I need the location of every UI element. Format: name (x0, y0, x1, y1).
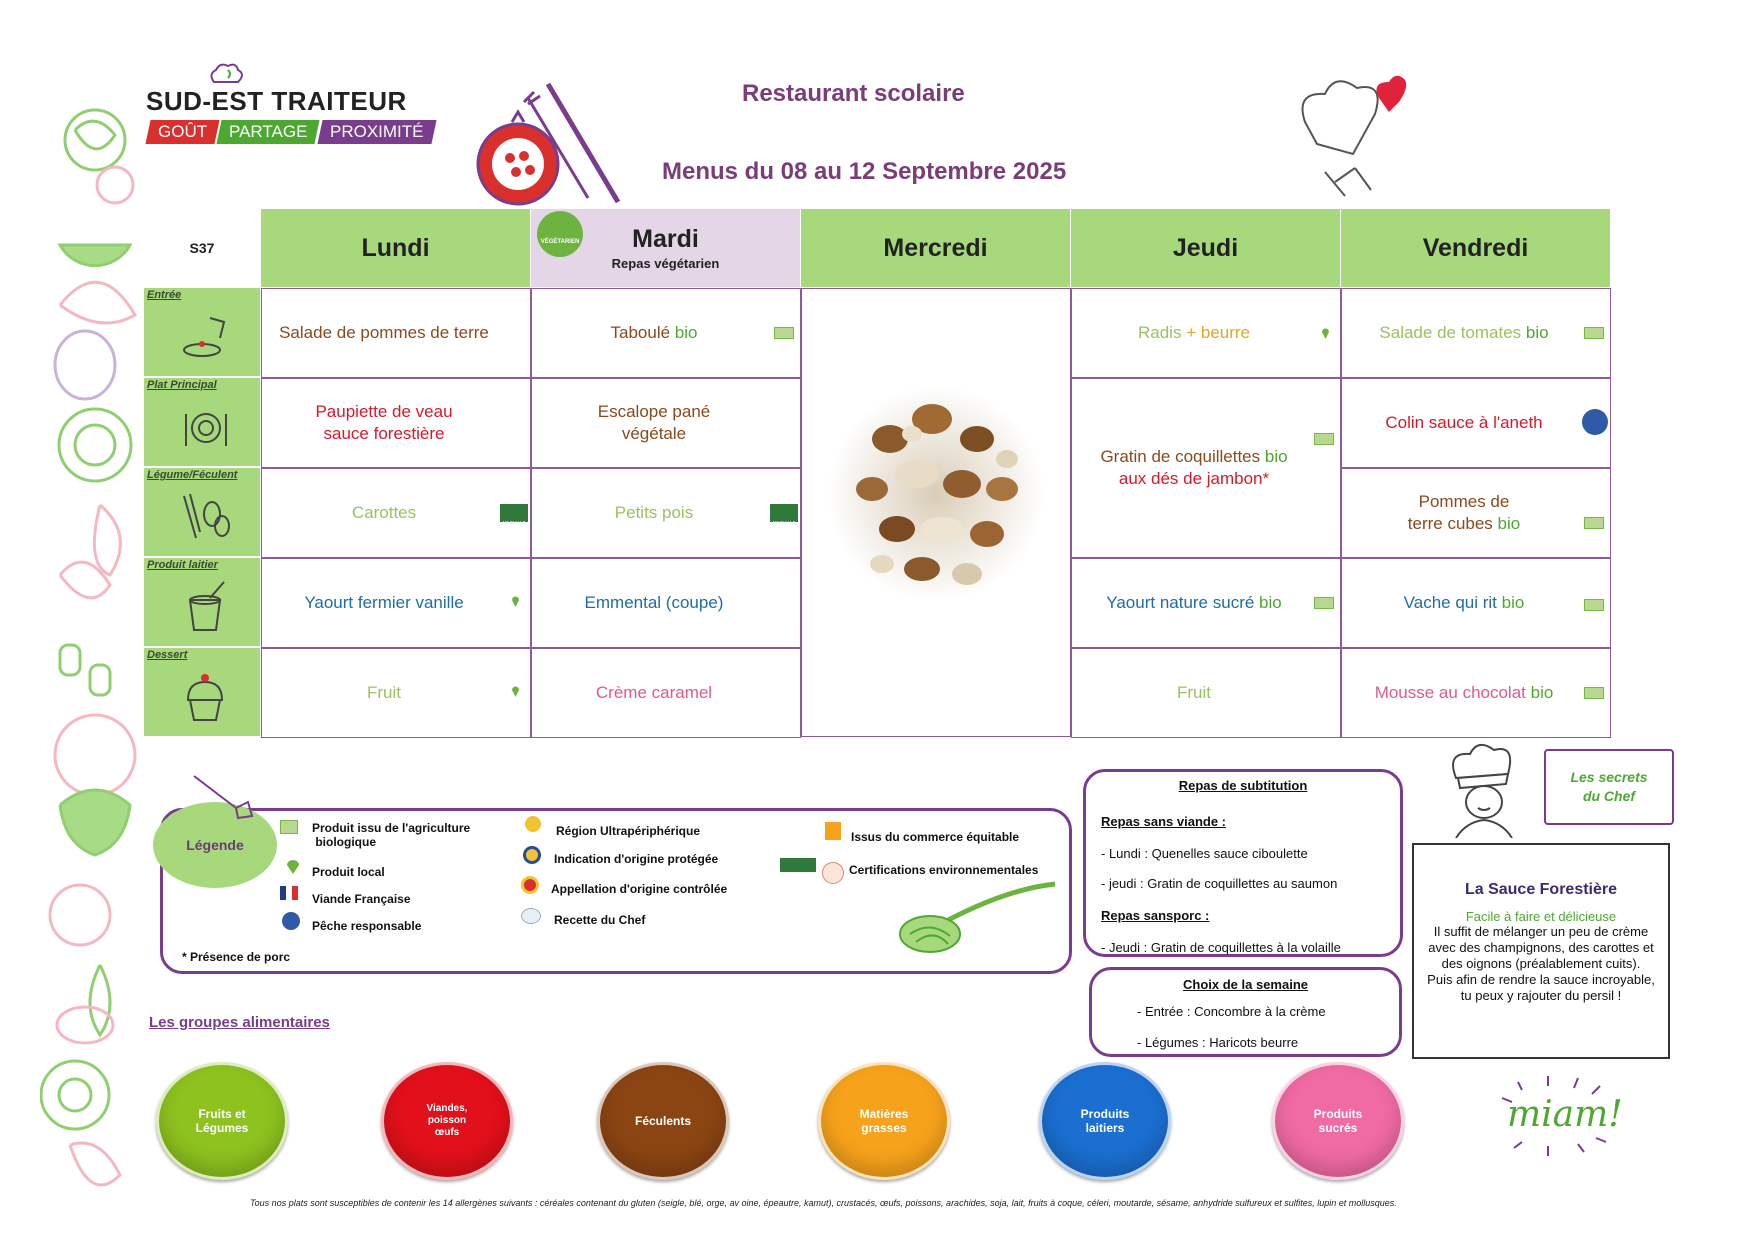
no-meat-thursday: - jeudi : Gratin de coquillettes au saumon (1101, 876, 1338, 891)
salad-plate-icon (180, 308, 230, 364)
food-group-produits-laitiers: Produits laitiers (1039, 1062, 1171, 1180)
recipe-subtitle: Facile à faire et délicieuse (1465, 909, 1617, 924)
pork-presence-note: * Présence de porc (182, 950, 291, 964)
allergens-notice: Tous nos plats sont susceptibles de contenir les 14 allergènes suivants : céréales contenant du gluten (seigle, blé, orge, av oine, épeautre, kamut), crustacés, œufs, poissons, arachides, soja, lait, fruits à coque, céleri, moutarde, sésame, anhydride sulfureux et sulfites, lupin et mollusques. (250, 1198, 1397, 1208)
legend-local: Produit local (312, 865, 385, 879)
legend-env-certifications: Certifications environnementales (849, 863, 1039, 877)
legend-aoc: Appellation d'origine contrôlée (551, 882, 728, 896)
recipe-text-1: Il suffit de mélanger un peu de crème avec des champignons, des carottes et des oignons (préalablement cuits). (1428, 924, 1654, 971)
local-product-icon (511, 685, 520, 697)
vendredi-dessert: Mousse au chocolat bio (1341, 648, 1611, 738)
legend-igp: Indication d'origine protégée (554, 852, 719, 866)
organic-label-icon (1314, 433, 1334, 445)
vendredi-entree: Salade de tomates bio (1341, 288, 1611, 378)
mardi-entree: Taboulé bio (531, 288, 801, 378)
food-group-fruits-legumes: Fruits et Légumes (156, 1062, 288, 1180)
mardi-plat: Escalope pané végétale (531, 378, 801, 468)
ecolabel-icon (780, 858, 816, 872)
lundi-dessert: Fruit (261, 648, 531, 738)
vegetarian-badge-icon: VÉGÉTARIEN (537, 211, 583, 257)
lundi-legume: Carottes L'ÉCOLABEL NIVEAU 2 (261, 468, 531, 558)
organic-label-icon (1584, 687, 1604, 699)
category-dessert: Dessert (144, 648, 260, 737)
organic-label-icon (1584, 327, 1604, 339)
jeudi-dessert: Fruit (1071, 648, 1341, 738)
fork-pasta-icon (890, 880, 1060, 960)
food-group-feculents: Féculents (597, 1062, 729, 1180)
miam-text: miam! (1507, 1094, 1623, 1135)
lundi-entree: Salade de pommes de terre (261, 288, 531, 378)
logo-tag-partage: PARTAGE (217, 120, 321, 144)
legend-fishing: Pêche responsable (312, 919, 422, 933)
jeudi-entree: Radis + beurre (1071, 288, 1341, 378)
food-group-produits-sucres: Produits sucrés (1272, 1062, 1404, 1180)
lundi-laitier: Yaourt fermier vanille (261, 558, 531, 648)
mushrooms-photo (802, 289, 1070, 736)
category-plat-principal: Plat Principal (144, 378, 260, 467)
chef-hat-icon (206, 62, 246, 86)
mercredi-cell (801, 288, 1071, 737)
recipe-text-2: Puis afin de rendre la sauce incroyable, tu peux y rajouter du persil ! (1427, 972, 1655, 1003)
ultraperipheral-region-icon (525, 816, 541, 832)
chef-character-icon (1436, 738, 1546, 838)
mardi-laitier: Emmental (coupe) (531, 558, 801, 648)
lundi-plat: Paupiette de veau sauce forestière (261, 378, 531, 468)
vendredi-legume: Pommes de terre cubes bio (1341, 468, 1611, 558)
local-product-icon (1321, 327, 1330, 339)
fountain-pen-icon (190, 772, 260, 822)
day-header-lundi: Lundi (261, 209, 531, 287)
food-groups-title: Les groupes alimentaires (149, 1014, 330, 1031)
responsible-fishing-icon (282, 912, 300, 930)
recipe-title: La Sauce Forestière (1464, 881, 1618, 898)
environmental-certification-icon (822, 862, 844, 884)
aoc-icon (521, 876, 539, 894)
chef-hat-heart-icon (1295, 72, 1415, 202)
no-meat-heading: Repas sans viande : (1101, 814, 1226, 829)
organic-label-icon (1584, 517, 1604, 529)
ecolabel-icon: L'ÉCOLABEL NIVEAU 2 (769, 499, 800, 527)
logo-tag-gout: GOÛT (145, 120, 219, 144)
responsible-fishing-icon (1582, 409, 1608, 435)
day-header-mercredi: Mercredi (801, 209, 1071, 287)
weekly-choice-title: Choix de la semaine (1183, 977, 1308, 992)
organic-label-icon (1584, 599, 1604, 611)
organic-label-icon (774, 327, 794, 339)
food-group-viandes: Viandes, poisson œufs (381, 1062, 513, 1180)
chef-recipe-icon (521, 908, 541, 924)
vegetables-icon (180, 488, 230, 544)
weekly-choice-starter: - Entrée : Concombre à la crème (1137, 1004, 1326, 1019)
chef-secrets-tag: Les secrets du Chef (1544, 749, 1674, 825)
day-header-jeudi: Jeudi (1071, 209, 1341, 287)
legend-rup: Région Ultrapériphérique (556, 824, 701, 838)
mardi-dessert: Crème caramel (531, 648, 801, 738)
day-note-vegetarian: Repas végétarien (611, 256, 720, 271)
menu-dates-title: Menus du 08 au 12 Septembre 2025 (662, 158, 1067, 185)
category-produit-laitier: Produit laitier (144, 558, 260, 647)
day-header-vendredi: Vendredi (1341, 209, 1611, 287)
vendredi-plat: Colin sauce à l'aneth (1341, 378, 1611, 468)
cupcake-icon (180, 668, 230, 724)
no-pork-thursday: - Jeudi : Gratin de coquillettes à la volaille (1101, 940, 1341, 955)
company-logo (146, 62, 446, 152)
category-entree: Entrée (144, 288, 260, 377)
plate-cutlery-icon (180, 398, 230, 454)
organic-label-icon (280, 820, 298, 834)
recipe-card (1412, 843, 1670, 1059)
igp-icon (523, 846, 541, 864)
category-legume-feculent: Légume/Féculent (144, 468, 260, 557)
weekly-choice-vegetables: - Légumes : Haricots beurre (1137, 1035, 1299, 1050)
organic-label-icon (1314, 597, 1334, 609)
yogurt-pot-icon (180, 578, 230, 634)
substitution-title: Repas de subtitution (1178, 778, 1308, 793)
ecolabel-icon: L'ÉCOLABEL NIVEAU 2 (499, 499, 530, 527)
jeudi-laitier: Yaourt nature sucré bio (1071, 558, 1341, 648)
pomegranate-cutlery-icon (468, 78, 628, 210)
legend-organic: Produit issu de l'agriculture biologique (312, 821, 471, 849)
weekly-choice-panel (1089, 967, 1402, 1057)
legend-fair-trade: Issus du commerce équitable (851, 830, 1020, 844)
day-header-mardi: VÉGÉTARIEN Mardi Repas végétarien (531, 209, 801, 287)
local-product-icon (284, 860, 302, 874)
mardi-legume: Petits pois L'ÉCOLABEL NIVEAU 2 (531, 468, 801, 558)
food-group-matieres-grasses: Matières grasses (818, 1062, 950, 1180)
decorative-vegetables-strip (40, 105, 150, 1215)
legend-french-meat: Viande Française (312, 892, 411, 906)
legend-chef-recipe: Recette du Chef (554, 913, 646, 927)
vendredi-laitier: Vache qui rit bio (1341, 558, 1611, 648)
page-title: Restaurant scolaire (742, 80, 965, 107)
jeudi-plat: Gratin de coquillettes bio aux dés de jambon* (1071, 378, 1341, 558)
local-product-icon (511, 595, 520, 607)
french-meat-icon (280, 886, 298, 900)
logo-title: SUD-EST TRAITEUR (146, 86, 407, 116)
fair-trade-icon (825, 822, 841, 840)
logo-tag-proximite: PROXIMITÉ (317, 120, 436, 144)
no-pork-heading: Repas sansporc : (1101, 908, 1210, 923)
no-meat-monday: - Lundi : Quenelles sauce ciboulette (1101, 846, 1308, 861)
legend-title: Légende (153, 802, 277, 888)
substitution-panel (1083, 769, 1403, 957)
week-label: S37 (189, 240, 215, 256)
